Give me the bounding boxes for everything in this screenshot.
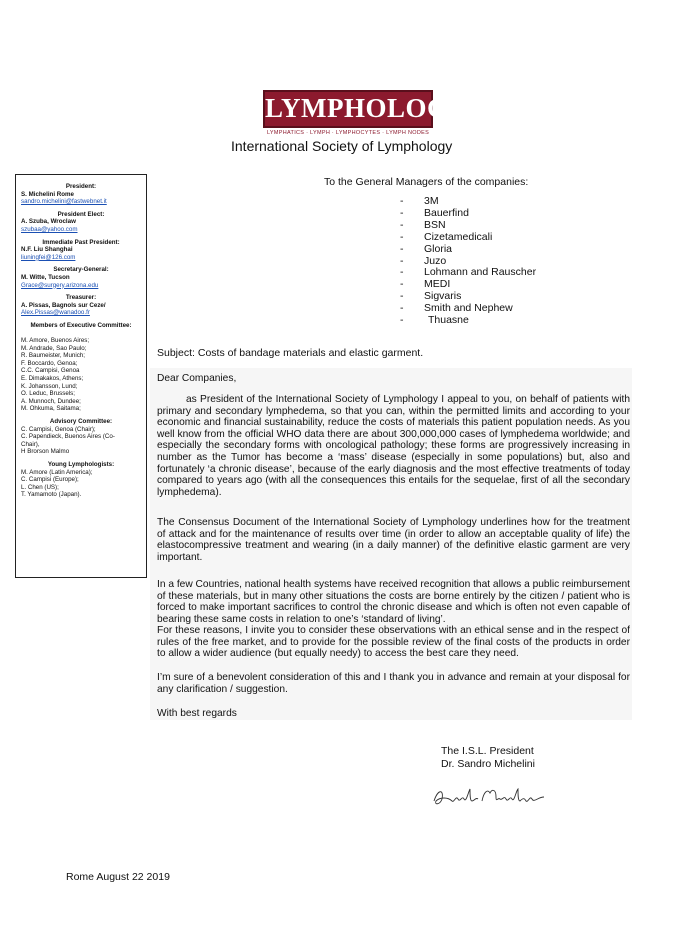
list-marker: -: [400, 302, 404, 315]
sidebar-group: [21, 322, 141, 413]
handwritten-signature: [430, 783, 550, 809]
sidebar-group-heading: President:: [65, 183, 97, 190]
sidebar-member: F. Boccardo, Genoa;: [21, 359, 78, 367]
company-name: Cizetamedicali: [424, 230, 493, 243]
sidebar-group: [21, 183, 141, 206]
sidebar-member: H Brorson Malmo: [21, 448, 70, 456]
company-name: Lohmann and Rauscher: [424, 266, 537, 279]
sidebar-email-link[interactable]: Alex.Pissas@wanadoo.fr: [21, 309, 90, 317]
list-marker: -: [400, 218, 404, 231]
body-paragraph-3: In a few Countries, national health systems have received recognition that allows a public reimbursement of these materials, but in many other situations the costs are borne entirely by the citizen / patient who is forced to make important sacrifices to control the chronic disease and which is often not even capable of bearing these same costs in relation to one’s ‘standard of living’.: [157, 579, 630, 625]
sidebar-member: E. Dimakakos, Athens;: [21, 375, 84, 383]
sidebar-member: M. Witte, Tucson: [21, 273, 70, 281]
sidebar-member: C.C. Campisi, Genoa: [21, 367, 80, 375]
company-list-item: [400, 232, 536, 244]
sidebar-email-link[interactable]: sandro.michelini@fastwebnet.it: [21, 198, 107, 206]
sidebar-member: M. Ohkuma, Saitama;: [21, 405, 81, 413]
sidebar-member: S. Michelini Rome: [21, 190, 74, 198]
sidebar-member: M. Amore (Latin America);: [21, 468, 93, 476]
company-list-item: [400, 315, 536, 327]
list-marker: -: [400, 206, 404, 219]
logo-tagline: LYMPHATICS · LYMPH · LYMPHOCYTES · LYMPH NODES: [266, 130, 430, 136]
company-list-item: [400, 208, 536, 220]
company-name: Thuasne: [428, 314, 469, 327]
company-name: Bauerfind: [424, 206, 469, 219]
company-name: Juzo: [424, 254, 447, 267]
sidebar-group-heading: Members of Executive Committee:: [30, 321, 132, 329]
list-marker: -: [400, 242, 404, 255]
sidebar-member: R. Baumeister, Munich;: [21, 352, 85, 360]
organization-name: International Society of Lymphology: [231, 138, 453, 154]
sidebar-group: [21, 239, 141, 262]
sidebar-email-link[interactable]: Grace@surgery.arizona.edu: [21, 281, 99, 289]
sidebar-email-link[interactable]: szubaa@yahoo.com: [21, 225, 78, 233]
logo-text: LYMPHOLOGY: [265, 93, 469, 123]
company-name: Smith and Nephew: [424, 302, 513, 315]
sidebar-group-heading: Secretary-General:: [53, 266, 109, 274]
company-list: [400, 196, 536, 327]
subject-line: Subject: Costs of bandage materials and elastic garment.: [157, 347, 424, 359]
sidebar-email-link[interactable]: liuningfei@126.com: [21, 253, 76, 261]
sidebar-member: A. Szuba, Wroclaw: [21, 218, 76, 226]
company-list-item: [400, 279, 536, 291]
company-name: Sigvaris: [424, 290, 462, 303]
closing: With best regards: [157, 708, 237, 719]
list-marker: -: [400, 290, 404, 303]
sidebar-member: A. Munnoch, Dundee;: [21, 397, 81, 405]
company-list-item: [400, 267, 536, 279]
list-marker: -: [400, 195, 404, 207]
list-marker: -: [400, 230, 404, 243]
sidebar-member: M. Andrade, Sao Paulo;: [21, 344, 87, 352]
sidebar-group: [21, 418, 141, 456]
sidebar-group-heading: Young Lymphologists:: [47, 461, 115, 468]
sidebar-member: Chair),: [21, 440, 40, 448]
sidebar-group-heading: President Elect:: [57, 210, 105, 218]
sidebar-member: L. Chen (US);: [21, 483, 59, 491]
sidebar-member: C. Campisi, Genoa (Chair);: [21, 425, 96, 433]
sidebar-group: [21, 461, 141, 499]
sidebar-member: [21, 330, 141, 338]
sidebar-member: A. Pissas, Bagnols sur Ceze/: [21, 301, 106, 309]
body-paragraph-4: For these reasons, I invite you to consider these observations with an ethical sense and in the respect of rules of the free market, and to provide for the possible review of the final costs of the products in order to allow a wider audience (but equally needy) to access the best care they need.: [157, 625, 630, 660]
recipients-intro: To the General Managers of the companies:: [324, 176, 529, 188]
body-paragraph-1: as President of the International Society of Lymphology I appeal to you, on behalf of patients with primary and secondary lymphedema, so that you can, within the permitted limits and according to your economic and financial sustainability, reduce the costs of materials this patient population needs. As you well know from the official WHO data there are about 300,000,000 cases of lymphedema worldwide; and especially the secondary forms with oncological pathology; these forms are progressively increasing in number as the Tumor has become a ‘mass’ disease (especially in some populations) but, also and fortunately ‘a chronic disease’, because of the early diagnosis and the most effective treatments of today compared to years ago (with all the consequences this entails for the sequelae, first of all the secondary lymphedema).: [157, 394, 630, 498]
lymphology-logo: [263, 90, 469, 128]
list-marker: -: [400, 278, 404, 291]
sidebar-member: O. Leduc, Brussels;: [21, 390, 75, 398]
sidebar-group-heading: Immediate Past President:: [42, 238, 120, 246]
sidebar-member: T. Yamamoto (Japan).: [21, 491, 82, 499]
sidebar-member: N.F. Liu Shanghai: [21, 246, 73, 254]
sidebar-group-heading: Treasurer:: [65, 294, 97, 302]
sidebar-group: [21, 294, 141, 317]
sidebar-member: C. Campisi (Europe);: [21, 476, 79, 484]
sidebar-member: M. Amore, Buenos Aires;: [21, 337, 90, 345]
list-marker: -: [400, 266, 404, 279]
sidebar-group: [21, 266, 141, 289]
body-paragraph-2: The Consensus Document of the International Society of Lymphology underlines how for the treatment of attack and for the maintenance of results over time (in order to allow an acceptable quality of life) the elastocompressive treatment and wearing (in a daily manner) of the definitive elastic garment are very important.: [157, 517, 630, 563]
company-name: 3M: [424, 195, 439, 207]
list-marker: -: [400, 314, 404, 327]
company-name: MEDI: [424, 278, 451, 291]
company-name: Gloria: [424, 242, 453, 255]
body-paragraph-5: I’m sure of a benevolent consideration of this and I thank you in advance and remain at your disposal for any clarification / suggestion.: [157, 672, 630, 695]
sidebar-member: C. Papendieck, Buenos Aires (Co-: [21, 433, 115, 441]
sidebar-group-heading: Advisory Committee:: [49, 418, 113, 426]
list-marker: -: [400, 254, 404, 267]
company-name: BSN: [424, 218, 446, 231]
sidebar-member: K. Johansson, Lund;: [21, 382, 78, 390]
salutation: Dear Companies,: [157, 373, 237, 384]
sidebar-group: [21, 211, 141, 234]
letter-date: Rome August 22 2019: [66, 871, 170, 883]
company-list-item: [400, 244, 536, 256]
signature-name: Dr. Sandro Michelini: [441, 758, 535, 770]
officers-sidebar: [15, 174, 147, 578]
signature-title: The I.S.L. President: [441, 745, 534, 757]
